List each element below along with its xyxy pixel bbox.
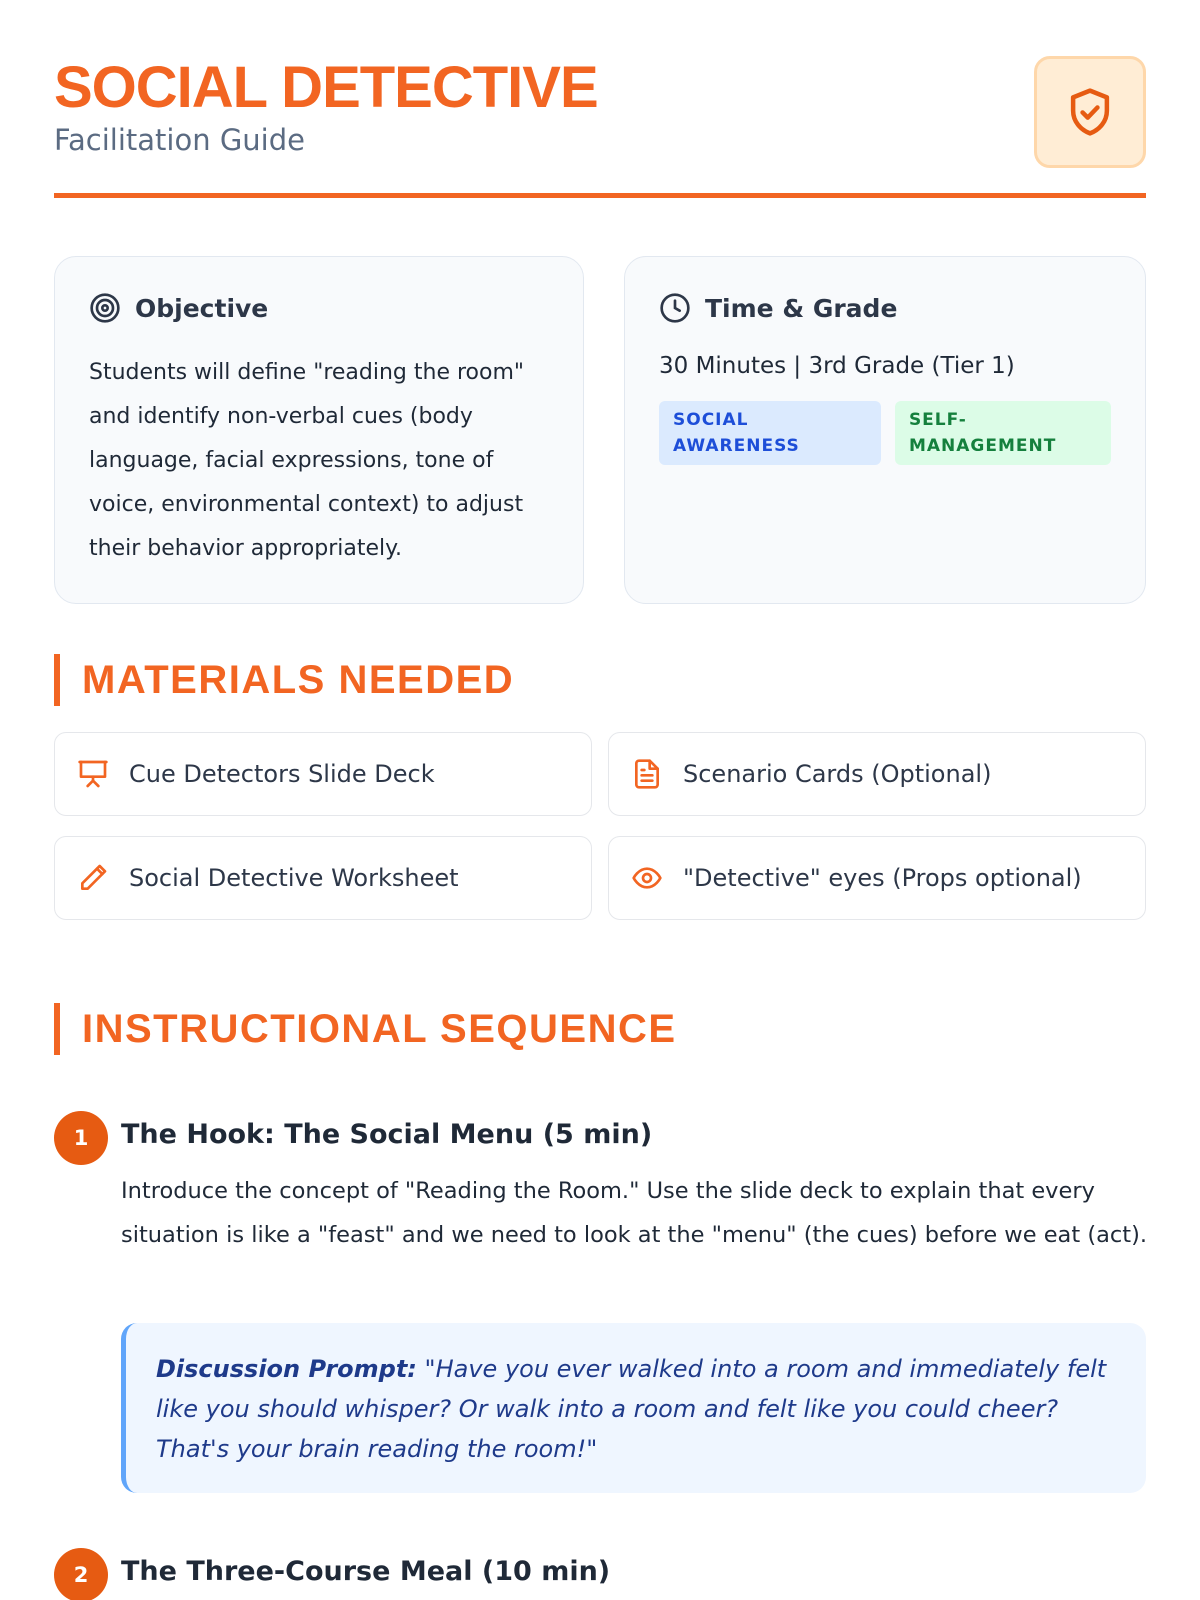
step-title: The Hook: The Social Menu (5 min) bbox=[121, 1119, 653, 1150]
sequence-section-heading bbox=[54, 1003, 677, 1055]
sequence-heading: INSTRUCTIONAL SEQUENCE bbox=[82, 1006, 677, 1051]
materials-section-heading bbox=[54, 654, 514, 706]
objective-heading-label: Objective bbox=[135, 293, 269, 323]
material-item bbox=[608, 836, 1146, 920]
material-label: Scenario Cards (Optional) bbox=[683, 760, 992, 788]
step-number-badge: 1 bbox=[54, 1111, 108, 1165]
materials-heading: MATERIALS NEEDED bbox=[82, 657, 515, 702]
objective-card bbox=[54, 256, 584, 604]
time-grade-text: 30 Minutes | 3rd Grade (Tier 1) bbox=[659, 353, 1015, 379]
shield-badge bbox=[1034, 56, 1146, 168]
material-item bbox=[54, 732, 592, 816]
discussion-prompt-label: Discussion Prompt: bbox=[156, 1355, 417, 1383]
tag-social-awareness: SOCIAL AWARENESS bbox=[659, 401, 881, 465]
page-title: SOCIAL DETECTIVE bbox=[54, 55, 598, 120]
step-title: The Three-Course Meal (10 min) bbox=[121, 1556, 611, 1587]
target-icon bbox=[89, 292, 121, 324]
discussion-prompt-text: "Have you ever walked into a room and immediately felt like you should whisper? Or walk into a room and felt like you could cheer? That's your brain reading the room!" bbox=[156, 1355, 1107, 1463]
eye-icon bbox=[631, 862, 663, 894]
material-label: "Detective" eyes (Props optional) bbox=[683, 864, 1082, 892]
objective-heading bbox=[89, 291, 549, 325]
time-grade-heading-label: Time & Grade bbox=[705, 293, 898, 323]
document-icon bbox=[631, 758, 663, 790]
tag-self-management: SELF-MANAGEMENT bbox=[895, 401, 1111, 465]
header-divider bbox=[54, 193, 1146, 198]
step-number-badge: 2 bbox=[54, 1548, 108, 1600]
material-item bbox=[54, 836, 592, 920]
section-accent-bar bbox=[54, 654, 60, 706]
skill-tags bbox=[659, 401, 1111, 465]
time-grade-heading bbox=[659, 291, 1111, 325]
material-label: Social Detective Worksheet bbox=[129, 864, 459, 892]
time-grade-card bbox=[624, 256, 1146, 604]
objective-text: Students will define "reading the room" and identify non-verbal cues (body language, facial expressions, tone of voice, environmental context) to adjust their behavior appropriately. bbox=[89, 360, 525, 561]
material-label: Cue Detectors Slide Deck bbox=[129, 760, 435, 788]
material-item bbox=[608, 732, 1146, 816]
section-accent-bar bbox=[54, 1003, 60, 1055]
clock-icon bbox=[659, 292, 691, 324]
presentation-icon bbox=[77, 758, 109, 790]
pencil-icon bbox=[77, 862, 109, 894]
step-description: Introduce the concept of "Reading the Room." Use the slide deck to explain that every situation is like a "feast" and we need to look at the "menu" (the cues) before we eat (act). bbox=[121, 1178, 1148, 1248]
page-header bbox=[54, 56, 1146, 206]
shield-check-icon bbox=[1063, 83, 1117, 141]
discussion-prompt-callout bbox=[121, 1323, 1146, 1493]
page-subtitle: Facilitation Guide bbox=[54, 123, 305, 157]
